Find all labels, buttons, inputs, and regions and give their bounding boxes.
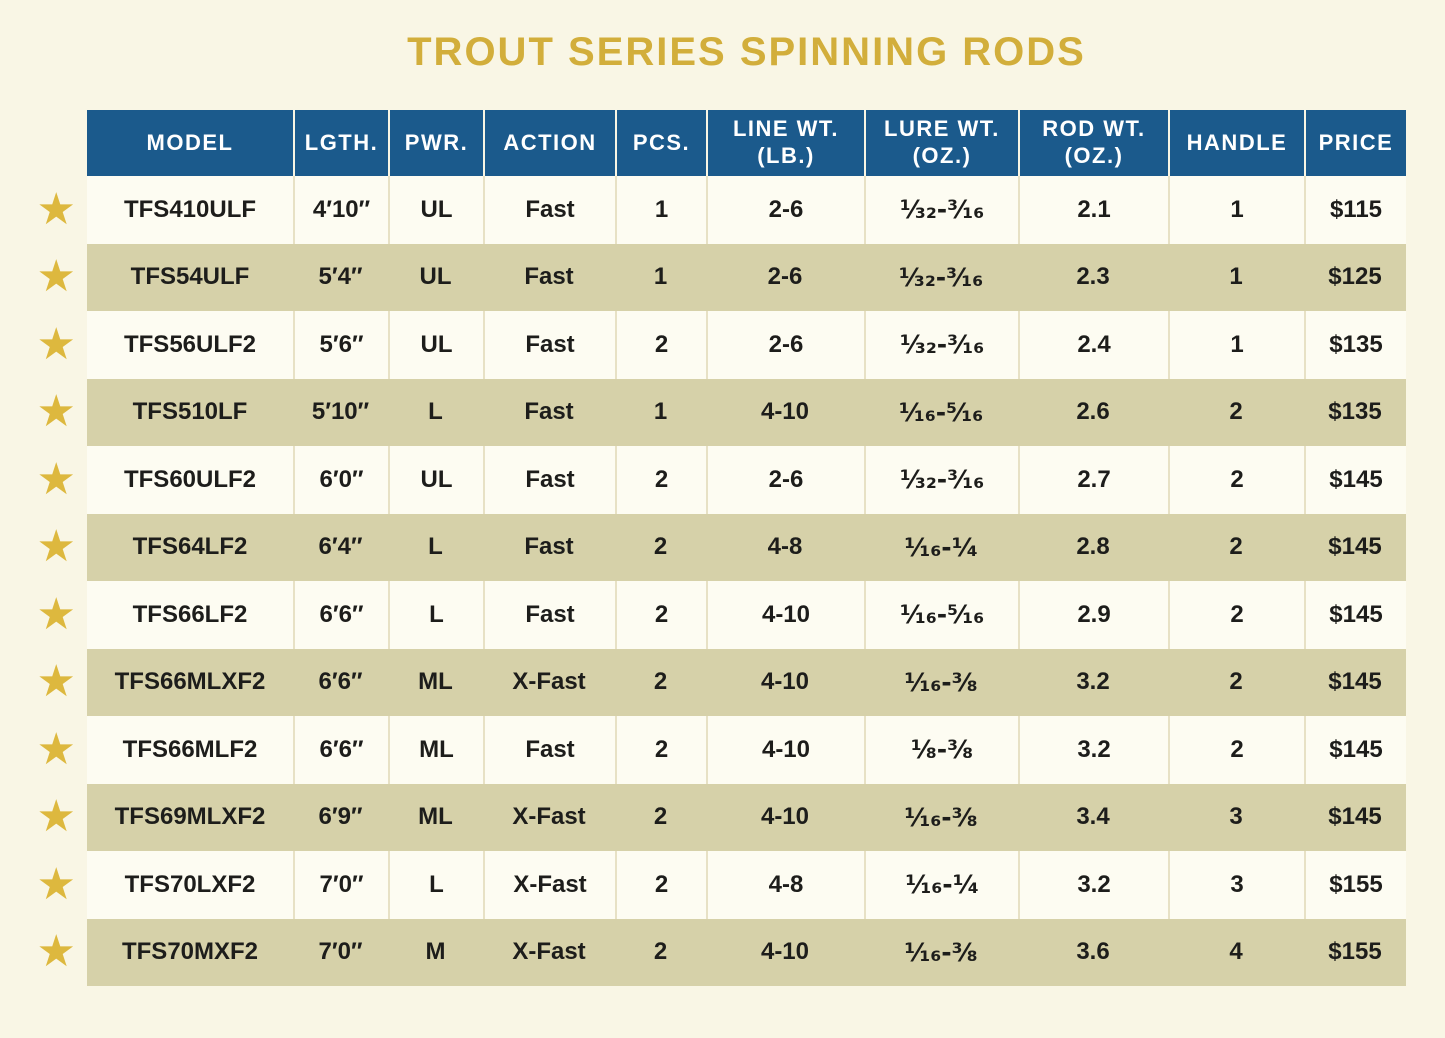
cell-model: TFS69MLXF2 bbox=[114, 803, 266, 831]
featured-star-cell bbox=[0, 176, 87, 244]
cell-price: $135 bbox=[1328, 398, 1382, 426]
cell-pieces: 2 bbox=[615, 716, 706, 784]
cell-handle: 2 bbox=[1168, 716, 1304, 784]
cell-price: $145 bbox=[1304, 446, 1406, 514]
cell-power: UL bbox=[388, 176, 483, 244]
table-row bbox=[0, 176, 1406, 244]
column-header-action bbox=[483, 110, 615, 176]
column-header-pieces bbox=[615, 110, 706, 176]
featured-star-cell bbox=[0, 716, 87, 784]
cell-pieces: 1 bbox=[615, 176, 706, 244]
cell-pieces: 2 bbox=[653, 533, 668, 561]
cell-model: TFS410ULF bbox=[87, 176, 293, 244]
cell-power: ML bbox=[418, 668, 453, 696]
cell-length: 6′6″ bbox=[293, 581, 388, 649]
cell-line-wt: 4-10 bbox=[760, 803, 810, 831]
cell-action: Fast bbox=[524, 533, 574, 561]
cell-line-wt: 4-10 bbox=[760, 938, 810, 966]
column-header-label: MODEL bbox=[146, 129, 234, 155]
cell-price: $145 bbox=[1328, 668, 1382, 696]
star-icon: ★ bbox=[36, 453, 76, 505]
cell-action: Fast bbox=[483, 581, 615, 649]
cell-length: 5′10″ bbox=[311, 398, 370, 426]
page-title: TROUT SERIES SPINNING RODS bbox=[407, 30, 1086, 74]
cell-model: TFS70LXF2 bbox=[87, 851, 293, 919]
cell-length: 5′4″ bbox=[318, 263, 363, 291]
cell-handle: 2 bbox=[1229, 533, 1243, 561]
cell-pieces: 1 bbox=[653, 398, 668, 426]
cell-pieces: 2 bbox=[615, 581, 706, 649]
column-header-label: ROD WT. bbox=[1042, 116, 1146, 142]
column-header-label: ACTION bbox=[503, 129, 597, 155]
cell-rod-wt: 2.4 bbox=[1018, 311, 1168, 379]
cell-rod-wt: 2.3 bbox=[1076, 263, 1110, 291]
star-icon: ★ bbox=[36, 521, 76, 573]
cell-line-wt: 2-6 bbox=[706, 176, 864, 244]
cell-lure-wt: ¹⁄₃₂-³⁄₁₆ bbox=[864, 446, 1018, 514]
cell-power: ML bbox=[418, 803, 453, 831]
spec-table bbox=[0, 110, 1406, 986]
cell-handle: 2 bbox=[1229, 668, 1243, 696]
table-row bbox=[0, 446, 1406, 514]
cell-power: L bbox=[388, 851, 483, 919]
table-row bbox=[0, 851, 1406, 919]
cell-line-wt: 2-6 bbox=[767, 263, 803, 291]
cell-model: TFS66LF2 bbox=[87, 581, 293, 649]
featured-star-cell bbox=[0, 514, 87, 582]
cell-price: $145 bbox=[1304, 716, 1406, 784]
cell-lure-wt: ¹⁄₁₆-³⁄₈ bbox=[904, 667, 978, 697]
cell-model: TFS60ULF2 bbox=[87, 446, 293, 514]
star-icon: ★ bbox=[36, 791, 76, 843]
cell-rod-wt: 2.6 bbox=[1076, 398, 1110, 426]
cell-lure-wt: ¹⁄₁₆-³⁄₈ bbox=[904, 802, 978, 832]
column-header-model bbox=[87, 110, 293, 176]
featured-star-cell bbox=[0, 379, 87, 447]
cell-rod-wt: 3.6 bbox=[1076, 938, 1110, 966]
cell-lure-wt: ¹⁄₁₆-¹⁄₄ bbox=[904, 532, 978, 562]
star-icon: ★ bbox=[36, 656, 76, 708]
cell-power: L bbox=[428, 533, 443, 561]
featured-star-cell bbox=[0, 649, 87, 717]
star-icon: ★ bbox=[36, 251, 76, 303]
featured-star-cell bbox=[0, 446, 87, 514]
star-column-spacer bbox=[0, 110, 87, 176]
cell-lure-wt: ¹⁄₁₆-³⁄₈ bbox=[904, 937, 978, 967]
cell-price: $145 bbox=[1328, 533, 1382, 561]
table-row bbox=[0, 716, 1406, 784]
cell-length: 4′10″ bbox=[293, 176, 388, 244]
column-header-sublabel: (OZ.) bbox=[1064, 143, 1124, 168]
cell-action: X-Fast bbox=[512, 803, 586, 831]
cell-length: 6′4″ bbox=[318, 533, 363, 561]
cell-model: TFS64LF2 bbox=[132, 533, 248, 561]
cell-action: Fast bbox=[524, 398, 574, 426]
table-row bbox=[0, 379, 1406, 447]
table-row bbox=[0, 581, 1406, 649]
table-header-row bbox=[0, 110, 1406, 176]
column-header-label: PWR. bbox=[404, 129, 469, 155]
star-icon: ★ bbox=[36, 588, 76, 640]
cell-lure-wt: ¹⁄₈-³⁄₈ bbox=[864, 716, 1018, 784]
column-header-rod-wt bbox=[1018, 110, 1168, 176]
cell-pieces: 2 bbox=[615, 851, 706, 919]
cell-price: $125 bbox=[1328, 263, 1382, 291]
star-icon: ★ bbox=[36, 723, 76, 775]
column-header-handle bbox=[1168, 110, 1304, 176]
cell-price: $155 bbox=[1328, 938, 1382, 966]
cell-line-wt: 4-10 bbox=[706, 581, 864, 649]
cell-model: TFS54ULF bbox=[130, 263, 250, 291]
cell-handle: 1 bbox=[1168, 176, 1304, 244]
featured-star-cell bbox=[0, 244, 87, 312]
cell-rod-wt: 3.2 bbox=[1018, 716, 1168, 784]
cell-handle: 4 bbox=[1229, 938, 1243, 966]
column-header-label: PRICE bbox=[1318, 129, 1394, 155]
featured-star-cell bbox=[0, 311, 87, 379]
cell-model: TFS56ULF2 bbox=[87, 311, 293, 379]
cell-pieces: 1 bbox=[653, 263, 668, 291]
cell-action: Fast bbox=[524, 263, 574, 291]
column-header-line-wt bbox=[706, 110, 864, 176]
cell-rod-wt: 2.7 bbox=[1018, 446, 1168, 514]
column-header-power bbox=[388, 110, 483, 176]
star-icon: ★ bbox=[36, 386, 76, 438]
cell-handle: 2 bbox=[1168, 581, 1304, 649]
cell-line-wt: 4-8 bbox=[767, 533, 803, 561]
cell-rod-wt: 3.2 bbox=[1018, 851, 1168, 919]
table-row bbox=[0, 919, 1406, 987]
cell-model: TFS510LF bbox=[132, 398, 248, 426]
cell-lure-wt: ¹⁄₁₆-¹⁄₄ bbox=[864, 851, 1018, 919]
cell-power: M bbox=[425, 938, 446, 966]
cell-price: $145 bbox=[1304, 581, 1406, 649]
cell-handle: 1 bbox=[1168, 311, 1304, 379]
cell-price: $135 bbox=[1304, 311, 1406, 379]
cell-lure-wt: ¹⁄₁₆-⁵⁄₁₆ bbox=[864, 581, 1018, 649]
cell-power: ML bbox=[388, 716, 483, 784]
cell-handle: 2 bbox=[1229, 398, 1243, 426]
cell-line-wt: 4-8 bbox=[706, 851, 864, 919]
column-header-lure-wt bbox=[864, 110, 1018, 176]
cell-action: Fast bbox=[483, 176, 615, 244]
cell-price: $145 bbox=[1328, 803, 1382, 831]
cell-rod-wt: 2.9 bbox=[1018, 581, 1168, 649]
cell-pieces: 2 bbox=[653, 668, 668, 696]
column-header-price bbox=[1304, 110, 1406, 176]
star-icon: ★ bbox=[36, 183, 76, 235]
table-row bbox=[0, 244, 1406, 312]
column-header-label: PCS. bbox=[632, 129, 691, 155]
cell-action: X-Fast bbox=[483, 851, 615, 919]
cell-line-wt: 4-10 bbox=[760, 398, 810, 426]
cell-handle: 3 bbox=[1229, 803, 1243, 831]
column-header-length bbox=[293, 110, 388, 176]
cell-length: 6′6″ bbox=[293, 716, 388, 784]
star-icon: ★ bbox=[36, 926, 76, 978]
cell-lure-wt: ¹⁄₃₂-³⁄₁₆ bbox=[864, 311, 1018, 379]
table-row bbox=[0, 311, 1406, 379]
cell-line-wt: 4-10 bbox=[706, 716, 864, 784]
cell-power: UL bbox=[388, 446, 483, 514]
table-row bbox=[0, 649, 1406, 717]
featured-star-cell bbox=[0, 919, 87, 987]
column-header-sublabel: (OZ.) bbox=[912, 143, 972, 168]
star-icon: ★ bbox=[36, 858, 76, 910]
cell-model: TFS66MLF2 bbox=[87, 716, 293, 784]
cell-length: 6′9″ bbox=[318, 803, 363, 831]
cell-length: 7′0″ bbox=[318, 938, 363, 966]
cell-pieces: 2 bbox=[653, 938, 668, 966]
cell-power: UL bbox=[388, 311, 483, 379]
cell-price: $155 bbox=[1304, 851, 1406, 919]
cell-length: 6′6″ bbox=[318, 668, 363, 696]
cell-rod-wt: 3.2 bbox=[1076, 668, 1110, 696]
cell-length: 5′6″ bbox=[293, 311, 388, 379]
cell-handle: 3 bbox=[1168, 851, 1304, 919]
table-row bbox=[0, 784, 1406, 852]
cell-action: Fast bbox=[483, 716, 615, 784]
cell-action: X-Fast bbox=[512, 938, 586, 966]
column-header-label: LGTH. bbox=[304, 129, 379, 155]
featured-star-cell bbox=[0, 581, 87, 649]
table-row bbox=[0, 514, 1406, 582]
cell-action: Fast bbox=[483, 311, 615, 379]
cell-length: 7′0″ bbox=[293, 851, 388, 919]
column-header-label: LINE WT. bbox=[732, 116, 840, 142]
cell-rod-wt: 2.1 bbox=[1018, 176, 1168, 244]
cell-length: 6′0″ bbox=[293, 446, 388, 514]
cell-rod-wt: 2.8 bbox=[1076, 533, 1110, 561]
cell-pieces: 2 bbox=[653, 803, 668, 831]
cell-lure-wt: ¹⁄₃₂-³⁄₁₆ bbox=[864, 176, 1018, 244]
cell-power: L bbox=[428, 398, 443, 426]
featured-star-cell bbox=[0, 851, 87, 919]
cell-pieces: 2 bbox=[615, 446, 706, 514]
star-icon: ★ bbox=[36, 318, 76, 370]
cell-pieces: 2 bbox=[615, 311, 706, 379]
column-header-label: LURE WT. bbox=[884, 116, 1000, 142]
cell-line-wt: 4-10 bbox=[760, 668, 810, 696]
cell-line-wt: 2-6 bbox=[706, 446, 864, 514]
cell-lure-wt: ¹⁄₃₂-³⁄₁₆ bbox=[898, 262, 984, 292]
cell-handle: 1 bbox=[1229, 263, 1243, 291]
featured-star-cell bbox=[0, 784, 87, 852]
column-header-sublabel: (LB.) bbox=[757, 143, 815, 168]
cell-model: TFS66MLXF2 bbox=[114, 668, 266, 696]
cell-power: UL bbox=[419, 263, 452, 291]
cell-handle: 2 bbox=[1168, 446, 1304, 514]
cell-price: $115 bbox=[1304, 176, 1406, 244]
cell-lure-wt: ¹⁄₁₆-⁵⁄₁₆ bbox=[898, 397, 984, 427]
cell-model: TFS70MXF2 bbox=[121, 938, 259, 966]
cell-action: Fast bbox=[483, 446, 615, 514]
cell-power: L bbox=[388, 581, 483, 649]
cell-rod-wt: 3.4 bbox=[1076, 803, 1110, 831]
column-header-label: HANDLE bbox=[1186, 129, 1288, 155]
cell-line-wt: 2-6 bbox=[706, 311, 864, 379]
cell-action: X-Fast bbox=[512, 668, 586, 696]
